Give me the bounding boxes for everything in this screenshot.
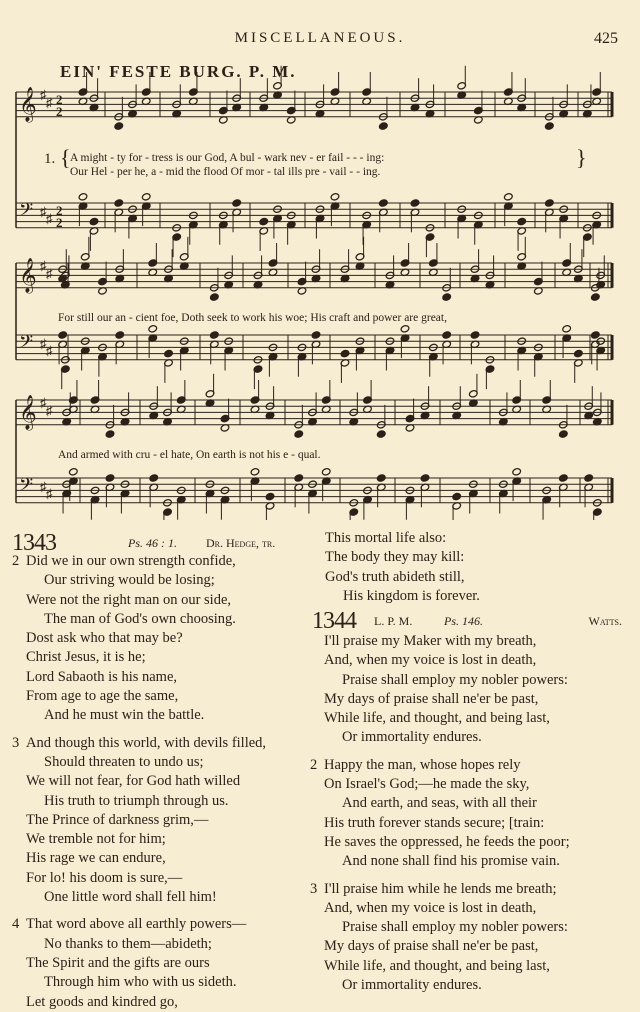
note-head <box>148 325 158 333</box>
hymn-1344-number: 1344 <box>312 608 356 634</box>
note-head <box>442 331 452 339</box>
verse-line-text: For lo! his doom is sure,— <box>26 869 183 886</box>
verse-line-text: And, when my voice is lost in death, <box>324 652 537 669</box>
verse-line-text: The Spirit and the gifts are ours <box>26 954 210 971</box>
sharp-icon: ♯ <box>46 266 53 281</box>
lyric-line-4: And armed with cru - el hate, On earth is not his e - qual. <box>58 449 321 461</box>
verse-line-text: Did we in our own strength confide, <box>26 553 236 569</box>
note-head <box>105 430 115 438</box>
verse-line <box>12 687 307 706</box>
verse-line-text: No thanks to them—abideth; <box>44 935 212 952</box>
time-signature-top: 2 <box>56 203 63 218</box>
verse-line <box>12 811 307 830</box>
verse-line <box>12 935 307 954</box>
verse-line-text: Lord Sabaoth is his name, <box>26 668 178 685</box>
verse-line <box>310 937 630 956</box>
sharp-icon: ♯ <box>40 258 47 273</box>
verse-line <box>310 709 630 728</box>
verse-line <box>310 852 630 871</box>
verse-line-text: Happy the man, whose hopes rely <box>324 756 521 773</box>
sharp-icon: ♯ <box>46 95 53 110</box>
verse-line-text: Dost ask who that may be? <box>26 630 183 647</box>
verse-line <box>12 993 307 1012</box>
note-head <box>265 492 275 500</box>
verse-line <box>12 648 307 667</box>
note-head <box>232 199 242 207</box>
verse-line-text: The man of God's own choosing. <box>44 610 236 627</box>
sharp-icon: ♯ <box>40 87 47 102</box>
note-head <box>420 474 430 482</box>
hymn-1344-heading <box>312 608 622 635</box>
verse-line-text: I'll praise my Maker with my breath, <box>324 633 537 649</box>
sharp-icon: ♯ <box>40 204 47 219</box>
hymn-1344-ref: Ps. 146. <box>444 614 483 628</box>
note-head <box>591 293 601 301</box>
note-head <box>311 331 321 339</box>
note-head <box>376 430 386 438</box>
stanza-number: 4 <box>12 916 20 933</box>
verse-line-text: Or immortality endures. <box>342 977 482 994</box>
verse-line <box>310 957 630 976</box>
verse-line-text: Through him who with us sideth. <box>44 974 237 991</box>
verse-line <box>310 794 630 813</box>
verse-line-text: His rage we can endure, <box>26 850 166 867</box>
verse-line-text: One little word shall fell him! <box>44 889 217 906</box>
note-head <box>330 193 340 201</box>
sharp-icon: ♯ <box>46 403 53 418</box>
note-head <box>562 325 572 333</box>
note-head <box>376 474 386 482</box>
verse-line-text: And he must win the battle. <box>44 707 205 724</box>
verse-line-text: And earth, and seas, with all their <box>342 795 537 812</box>
verse-line-text: From age to age the same, <box>26 688 179 705</box>
bass-clef-icon: 𝄢 <box>19 200 34 225</box>
verse-line <box>310 918 630 937</box>
verse-line <box>310 976 630 995</box>
lyric-line-1: A might - ty for - tress is our God, A bul - wark nev - er fail - - - ing: <box>70 152 385 164</box>
verse-line: God's truth abideth still, <box>325 568 465 585</box>
verse-line <box>310 880 630 899</box>
note-head <box>259 217 269 225</box>
verse-line-text: That word above all earthly powers— <box>26 916 247 933</box>
note-head <box>442 293 452 301</box>
verse-line-text: His truth to triumph through us. <box>44 792 229 809</box>
note-head <box>321 468 331 476</box>
verse-line <box>12 849 307 868</box>
verse-line <box>12 772 307 791</box>
sharp-icon: ♯ <box>46 343 53 358</box>
sharp-icon: ♯ <box>46 211 53 226</box>
sharp-icon: ♯ <box>40 395 47 410</box>
note-head <box>250 468 260 476</box>
verse-line <box>12 734 307 753</box>
note-head <box>141 193 151 201</box>
verse-line <box>310 690 630 709</box>
verse-line-text: Were not the right man on our side, <box>26 591 232 608</box>
verse-line <box>310 814 630 833</box>
note-head <box>517 217 527 225</box>
time-signature-bottom: 2 <box>56 215 63 230</box>
note-head <box>210 293 220 301</box>
verse-line <box>310 775 630 794</box>
note-head <box>379 122 389 130</box>
note-head <box>545 122 555 130</box>
verse-line: The body they may kill: <box>325 549 465 566</box>
time-signature-bottom: 2 <box>56 104 63 119</box>
hymn-1344-meter: L. P. M. <box>374 614 413 628</box>
verse-line <box>310 833 630 852</box>
lyric-line-3: For still our an - cient foe, Doth seek to work his woe; His craft and power are great, <box>58 312 447 324</box>
note-head <box>105 474 115 482</box>
hymn-1343-continuation <box>325 529 625 606</box>
verse-line-text: He saves the oppressed, he feeds the poor; <box>324 833 570 850</box>
stanza-number: 2 <box>310 756 318 773</box>
lyric-line-2: Our Hel - per he, a - mid the flood Of mor - tal ills pre - vail - - ing. <box>70 166 381 178</box>
note-head <box>584 474 594 482</box>
stanza-number: 2 <box>12 553 20 569</box>
verse-line <box>310 728 630 747</box>
bass-clef-icon: 𝄢 <box>19 332 34 357</box>
note-head <box>78 193 88 201</box>
hymn-1343-ref: Ps. 46 : 1. <box>128 536 177 550</box>
verse-line-text: While life, and thought, and being last, <box>324 710 550 727</box>
note-head <box>591 331 601 339</box>
verse-line <box>12 610 307 629</box>
note-head <box>149 474 159 482</box>
sharp-icon: ♯ <box>40 479 47 494</box>
note-head <box>559 474 569 482</box>
hymn-1344-text <box>310 632 630 995</box>
verse-line <box>12 571 307 590</box>
verse-line <box>12 792 307 811</box>
verse-line-text: His truth forever stands secure; [train: <box>324 814 545 831</box>
verse-line <box>12 753 307 772</box>
hymn-1344-author: Watts. <box>588 614 622 628</box>
note-head <box>69 468 79 476</box>
verse-line: This mortal life also: <box>325 530 447 546</box>
sharp-icon: ♯ <box>46 486 53 501</box>
stanza-number: 3 <box>12 734 20 751</box>
verse-line <box>12 954 307 973</box>
verse-line <box>12 915 307 934</box>
verse-line <box>12 706 307 725</box>
note-head <box>294 474 304 482</box>
verse-line <box>12 629 307 648</box>
bass-clef-icon: 𝄢 <box>19 475 34 500</box>
verse-line-text: Praise shall employ my nobler powers: <box>342 919 568 936</box>
note-head <box>574 349 584 357</box>
treble-clef-icon: 𝄞 <box>19 395 37 430</box>
note-head <box>340 349 350 357</box>
page-number: 425 <box>594 30 618 47</box>
sharp-icon: ♯ <box>40 336 47 351</box>
running-head: MISCELLANEOUS. <box>234 30 406 46</box>
verse-line <box>12 591 307 610</box>
note-head <box>210 331 220 339</box>
hymn-1343-number: 1343 <box>12 530 56 556</box>
note-head <box>452 492 462 500</box>
note-head <box>512 468 522 476</box>
verse-line-text: Praise shall employ my nobler powers: <box>342 671 568 688</box>
lyric-brace-left: { <box>60 145 71 170</box>
verse-line-text: Christ Jesus, it is he; <box>26 649 146 666</box>
verse-line-text: While life, and thought, and being last, <box>324 957 550 974</box>
verse-line-text: And none shall find his promise vain. <box>342 853 560 870</box>
note-head <box>164 349 174 357</box>
verse-line <box>12 830 307 849</box>
note-head <box>410 199 420 207</box>
verse-line <box>310 651 630 670</box>
verse-number: 1. <box>44 151 56 167</box>
note-head <box>545 199 555 207</box>
verse-line <box>12 668 307 687</box>
verse-line-text: And, when my voice is lost in death, <box>324 899 537 916</box>
verse-line <box>310 671 630 690</box>
time-signature-top: 2 <box>56 92 63 107</box>
verse-line <box>12 869 307 888</box>
lyric-brace-right: } <box>576 145 587 170</box>
verse-line-text: On Israel's God;—he made the sky, <box>324 776 530 793</box>
treble-clef-icon: 𝄞 <box>19 258 37 293</box>
note-head <box>379 199 389 207</box>
verse-line: His kingdom is forever. <box>343 587 480 604</box>
verse-line-text: We tremble not for him; <box>26 831 166 848</box>
verse-line-text: We will not fear, for God hath willed <box>26 773 241 790</box>
stanza-number: 3 <box>310 880 318 897</box>
verse-line-text: The Prince of darkness grim,— <box>26 811 209 828</box>
verse-line-text: My days of praise shall ne'er be past, <box>324 938 539 955</box>
verse-line <box>12 888 307 907</box>
verse-line-text: Or immortality endures. <box>342 729 482 746</box>
note-head <box>294 430 304 438</box>
verse-line <box>310 756 630 775</box>
verse-line <box>310 899 630 918</box>
note-head <box>504 193 514 201</box>
note-head <box>114 122 124 130</box>
note-head <box>115 331 125 339</box>
note-head <box>89 217 99 225</box>
verse-line-text: I'll praise him while he lends me breath; <box>324 880 557 897</box>
note-head <box>58 331 68 339</box>
verse-line-text: My days of praise shall ne'er be past, <box>324 690 539 707</box>
tune-title: EIN' FESTE BURG. P. M. <box>60 62 297 81</box>
verse-line-text: Let goods and kindred go, <box>26 993 178 1010</box>
note-head <box>470 331 480 339</box>
note-head <box>400 325 410 333</box>
note-head <box>114 199 124 207</box>
verse-line <box>12 552 307 571</box>
note-head <box>559 430 569 438</box>
verse-line <box>310 632 630 651</box>
verse-line-text: Our striving would be losing; <box>44 572 215 589</box>
verse-line-text: Should threaten to undo us; <box>44 753 204 770</box>
verse-line-text: And though this world, with devils filled, <box>26 734 267 751</box>
hymn-1343-author: Dr. Hedge, tr. <box>206 536 276 550</box>
treble-clef-icon: 𝄞 <box>19 87 37 122</box>
hymn-1343-text <box>12 552 307 1012</box>
